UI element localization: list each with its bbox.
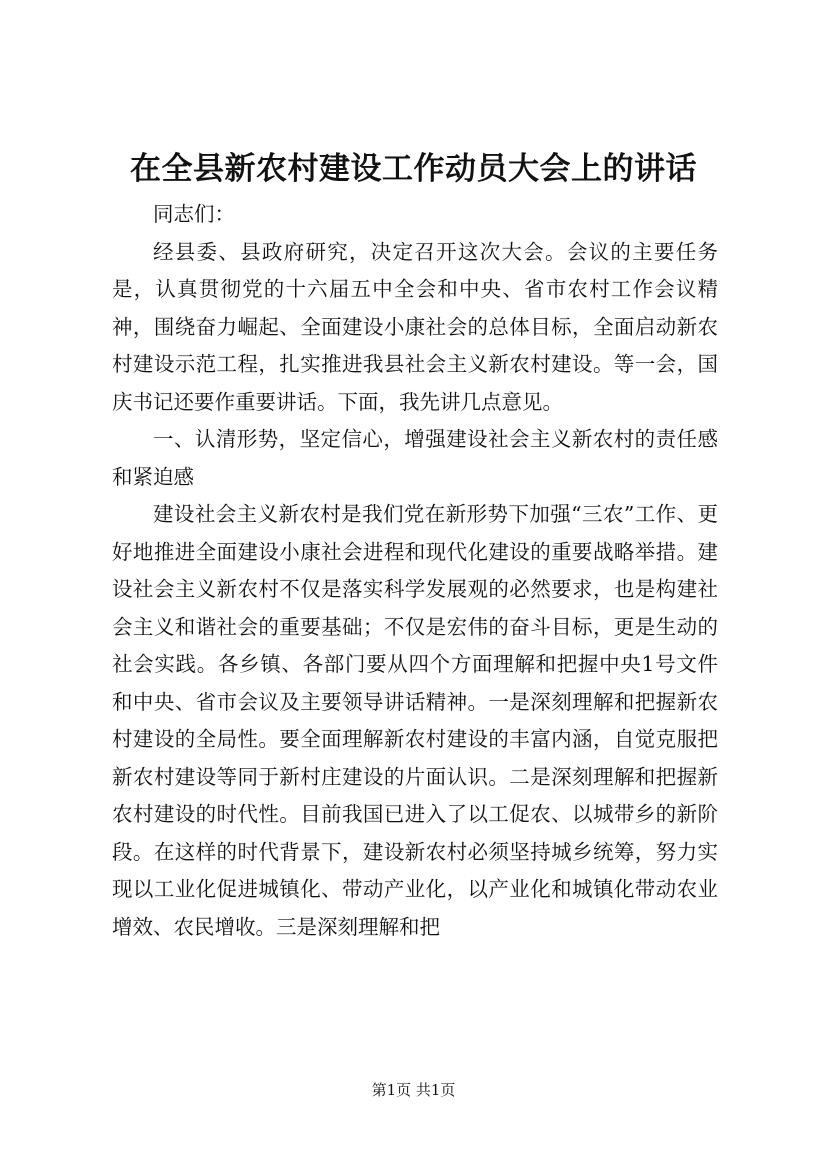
salutation: 同志们：: [153, 202, 235, 226]
document-body: [112, 196, 718, 946]
section-heading: 一、认清形势，坚定信心，增强建设社会主义新农村的责任感和紧迫感: [112, 427, 718, 489]
paragraph-intro: 经县委、县政府研究，决定召开这次大会。会议的主要任务是，认真贯彻党的十六届五中全会和中央、省市农村工作会议精神，围绕奋力崛起、全面建设小康社会的总体目标，全面启动新农村建设示范工程，扎实推进我县社会主义新农村建设。等一会，国庆书记还要作重要讲话。下面，我先讲几点意见。: [112, 239, 718, 414]
page-footer: 第1页 共1页: [371, 1081, 456, 1099]
paragraph-body: 建设社会主义新农村是我们党在新形势下加强“三农”工作、更好地推进全面建设小康社会进程和现代化建设的重要战略举措。建设社会主义新农村不仅是落实科学发展观的必然要求，也是构建社会主义和谐社会的重要基础；不仅是宏伟的奋斗目标，更是生动的社会实践。各乡镇、各部门要从四个方面理解和把握中央1号文件和中央、省市会议及主要领导讲话精神。一是深刻理解和把握新农村建设的全局性。要全面理解新农村建设的丰富内涵，自觉克服把新农村建设等同于新村庄建设的片面认识。二是深刻理解和把握新农村建设的时代性。目前我国已进入了以工促农、以城带乡的新阶段。在这样的时代背景下，建设新农村必须坚持城乡统筹，努力实现以工业化促进城镇化、带动产业化，以产业化和城镇化带动农业增效、农民增收。三是深刻理解和把: [112, 502, 718, 939]
document-title: 在全县新农村建设工作动员大会上的讲话: [130, 151, 697, 187]
